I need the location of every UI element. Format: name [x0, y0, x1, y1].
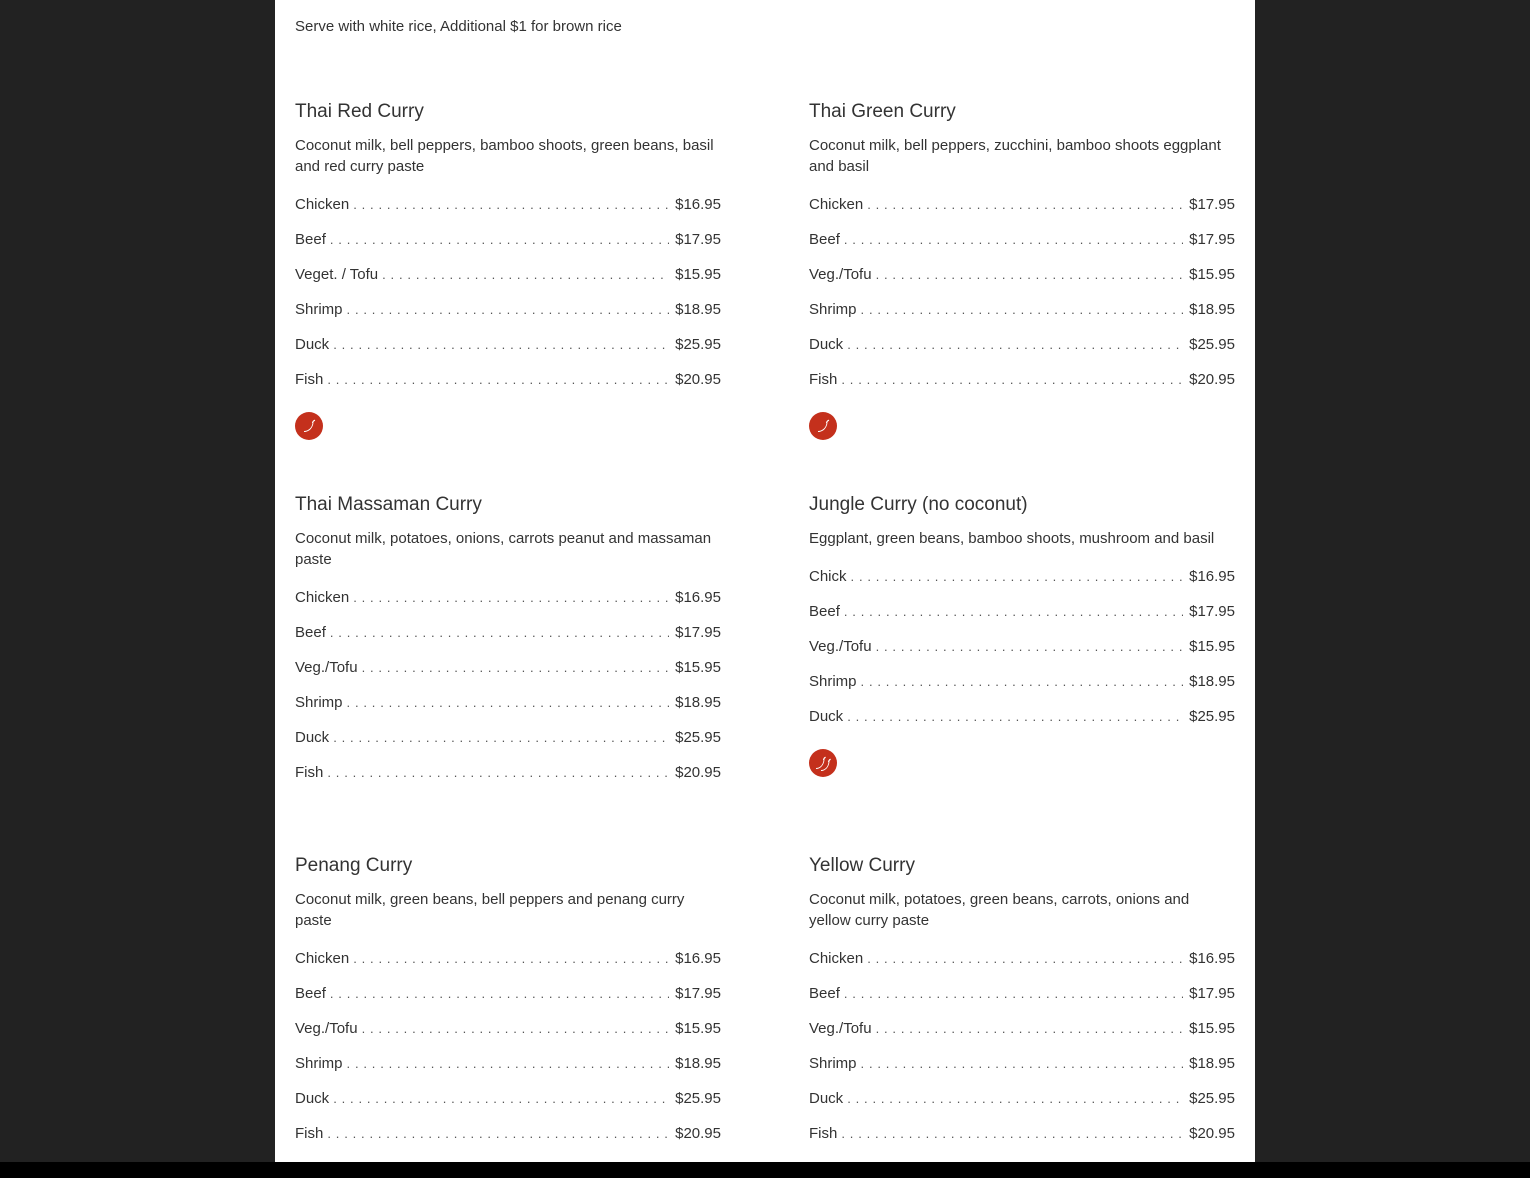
item-name: Chicken — [295, 196, 350, 213]
item-price: $18.95 — [675, 1055, 721, 1072]
menu-item — [809, 637, 1235, 672]
section-title: Yellow Curry — [809, 855, 915, 876]
dot-leader — [841, 370, 1183, 390]
item-price: $20.95 — [1189, 1125, 1235, 1142]
section-title: Thai Green Curry — [809, 101, 956, 122]
menu-page — [275, 0, 1255, 1162]
menu-item — [809, 984, 1235, 1019]
dot-leader — [847, 335, 1183, 355]
item-price: $15.95 — [675, 1020, 721, 1037]
item-price: $18.95 — [1189, 1055, 1235, 1072]
dot-leader — [847, 1089, 1183, 1109]
menu-item-list — [295, 949, 721, 1159]
item-name: Veg./Tofu — [295, 1020, 358, 1037]
menu-item — [295, 1089, 721, 1124]
item-price: $25.95 — [675, 336, 721, 353]
item-name: Veg./Tofu — [809, 266, 872, 283]
item-name: Beef — [809, 985, 840, 1002]
item-name: Duck — [809, 336, 844, 353]
dot-leader — [382, 265, 669, 285]
item-name: Shrimp — [809, 1055, 857, 1072]
double-chili-pepper-icon — [809, 749, 837, 777]
item-name: Beef — [809, 231, 840, 248]
item-price: $16.95 — [675, 950, 721, 967]
menu-item-list — [295, 195, 721, 405]
dot-leader — [347, 300, 670, 320]
dot-leader — [362, 1019, 670, 1039]
item-price: $17.95 — [1189, 985, 1235, 1002]
menu-item — [295, 300, 721, 335]
item-price: $17.95 — [1189, 196, 1235, 213]
dot-leader — [353, 949, 669, 969]
menu-section-thai-massaman-curry — [295, 493, 721, 798]
section-description: Coconut milk, bell peppers, zucchini, bamboo shoots eggplant and basil — [809, 137, 1221, 175]
menu-item — [809, 1054, 1235, 1089]
menu-item — [809, 195, 1235, 230]
item-price: $15.95 — [1189, 638, 1235, 655]
item-name: Fish — [295, 371, 324, 388]
item-price: $15.95 — [675, 266, 721, 283]
item-name: Duck — [809, 708, 844, 725]
menu-item — [295, 693, 721, 728]
item-price: $18.95 — [1189, 301, 1235, 318]
menu-item — [295, 658, 721, 693]
dot-leader — [353, 195, 669, 215]
item-price: $17.95 — [675, 985, 721, 1002]
menu-item — [809, 1019, 1235, 1054]
item-price: $15.95 — [1189, 1020, 1235, 1037]
menu-item — [295, 265, 721, 300]
item-name: Duck — [809, 1090, 844, 1107]
item-price: $16.95 — [675, 589, 721, 606]
section-description: Coconut milk, potatoes, green beans, carrots, onions and yellow curry paste — [809, 891, 1190, 929]
item-price: $25.95 — [675, 729, 721, 746]
dot-leader — [333, 1089, 669, 1109]
menu-item — [809, 265, 1235, 300]
item-name: Chicken — [295, 589, 350, 606]
menu-item — [295, 370, 721, 405]
dot-leader — [861, 1054, 1184, 1074]
item-price: $17.95 — [675, 231, 721, 248]
menu-section-yellow-curry — [809, 854, 1235, 1159]
dot-leader — [330, 984, 669, 1004]
item-price: $25.95 — [675, 1090, 721, 1107]
menu-section-penang-curry — [295, 854, 721, 1159]
item-name: Chicken — [809, 950, 864, 967]
menu-item-list — [809, 195, 1235, 405]
item-name: Shrimp — [809, 301, 857, 318]
item-price: $20.95 — [1189, 371, 1235, 388]
item-price: $15.95 — [1189, 266, 1235, 283]
dot-leader — [347, 693, 670, 713]
item-name: Beef — [295, 624, 326, 641]
item-price: $25.95 — [1189, 708, 1235, 725]
menu-item — [809, 230, 1235, 265]
dot-leader — [327, 1124, 669, 1144]
menu-item — [809, 949, 1235, 984]
menu-item — [809, 370, 1235, 405]
item-name: Shrimp — [295, 1055, 343, 1072]
menu-item-list — [809, 567, 1235, 742]
item-name: Fish — [809, 371, 838, 388]
item-name: Duck — [295, 336, 330, 353]
item-name: Shrimp — [295, 301, 343, 318]
chili-pepper-icon — [809, 412, 837, 440]
item-name: Veg./Tofu — [295, 659, 358, 676]
item-price: $18.95 — [1189, 673, 1235, 690]
item-name: Chick — [809, 568, 847, 585]
item-price: $17.95 — [675, 624, 721, 641]
dot-leader — [333, 728, 669, 748]
section-description: Coconut milk, potatoes, onions, carrots peanut and massaman paste — [295, 530, 712, 568]
menu-item — [295, 984, 721, 1019]
menu-item — [295, 1124, 721, 1159]
menu-item — [809, 672, 1235, 707]
menu-item — [809, 602, 1235, 637]
section-title: Thai Massaman Curry — [295, 494, 482, 515]
dot-leader — [876, 637, 1184, 657]
item-price: $25.95 — [1189, 336, 1235, 353]
item-name: Beef — [295, 231, 326, 248]
item-name: Fish — [809, 1125, 838, 1142]
dot-leader — [844, 230, 1183, 250]
item-name: Chicken — [809, 196, 864, 213]
dot-leader — [353, 588, 669, 608]
item-price: $16.95 — [675, 196, 721, 213]
item-price: $18.95 — [675, 301, 721, 318]
section-title: Penang Curry — [295, 855, 413, 876]
dot-leader — [861, 300, 1184, 320]
menu-item — [809, 707, 1235, 742]
menu-item — [295, 728, 721, 763]
bottom-bar — [0, 1162, 1530, 1178]
item-price: $16.95 — [1189, 568, 1235, 585]
item-name: Chicken — [295, 950, 350, 967]
dot-leader — [330, 230, 669, 250]
item-name: Duck — [295, 729, 330, 746]
item-price: $16.95 — [1189, 950, 1235, 967]
dot-leader — [362, 658, 670, 678]
menu-item — [809, 300, 1235, 335]
dot-leader — [841, 1124, 1183, 1144]
dot-leader — [847, 707, 1183, 727]
item-price: $18.95 — [675, 694, 721, 711]
menu-section-jungle-curry — [809, 493, 1235, 777]
item-name: Duck — [295, 1090, 330, 1107]
menu-item — [295, 763, 721, 798]
item-name: Fish — [295, 1125, 324, 1142]
section-description: Eggplant, green beans, bamboo shoots, mushroom and basil — [809, 530, 1215, 547]
dot-leader — [867, 195, 1183, 215]
item-price: $25.95 — [1189, 1090, 1235, 1107]
menu-item — [809, 335, 1235, 370]
item-name: Fish — [295, 764, 324, 781]
menu-item — [809, 1089, 1235, 1124]
item-name: Shrimp — [295, 694, 343, 711]
dot-leader — [327, 763, 669, 783]
item-name: Veg./Tofu — [809, 638, 872, 655]
menu-item — [295, 335, 721, 370]
item-price: $20.95 — [675, 1125, 721, 1142]
dot-leader — [333, 335, 669, 355]
dot-leader — [330, 623, 669, 643]
menu-item — [809, 1124, 1235, 1159]
item-price: $17.95 — [1189, 231, 1235, 248]
menu-item-list — [295, 588, 721, 798]
menu-item — [295, 623, 721, 658]
item-price: $17.95 — [1189, 603, 1235, 620]
menu-item — [295, 230, 721, 265]
chili-pepper-icon — [295, 412, 323, 440]
item-name: Beef — [295, 985, 326, 1002]
dot-leader — [867, 949, 1183, 969]
section-description: Coconut milk, bell peppers, bamboo shoots, green beans, basil and red curry paste — [295, 137, 714, 175]
dot-leader — [876, 265, 1184, 285]
section-title: Thai Red Curry — [295, 101, 424, 122]
dot-leader — [851, 567, 1184, 587]
menu-section-thai-red-curry — [295, 100, 721, 440]
menu-item — [295, 195, 721, 230]
dot-leader — [347, 1054, 670, 1074]
section-description: Coconut milk, green beans, bell peppers and penang curry paste — [295, 891, 685, 929]
item-price: $15.95 — [675, 659, 721, 676]
menu-section-thai-green-curry — [809, 100, 1235, 440]
menu-item-list — [809, 949, 1235, 1159]
item-name: Shrimp — [809, 673, 857, 690]
menu-item — [809, 567, 1235, 602]
menu-item — [295, 949, 721, 984]
item-price: $20.95 — [675, 371, 721, 388]
dot-leader — [844, 984, 1183, 1004]
dot-leader — [876, 1019, 1184, 1039]
dot-leader — [327, 370, 669, 390]
rice-note: Serve with white rice, Additional $1 for brown rice — [295, 18, 622, 35]
item-name: Veget. / Tofu — [295, 266, 379, 283]
menu-item — [295, 588, 721, 623]
item-price: $20.95 — [675, 764, 721, 781]
dot-leader — [844, 602, 1183, 622]
menu-item — [295, 1019, 721, 1054]
menu-item — [295, 1054, 721, 1089]
item-name: Veg./Tofu — [809, 1020, 872, 1037]
item-name: Beef — [809, 603, 840, 620]
section-title: Jungle Curry (no coconut) — [809, 494, 1028, 515]
dot-leader — [861, 672, 1184, 692]
